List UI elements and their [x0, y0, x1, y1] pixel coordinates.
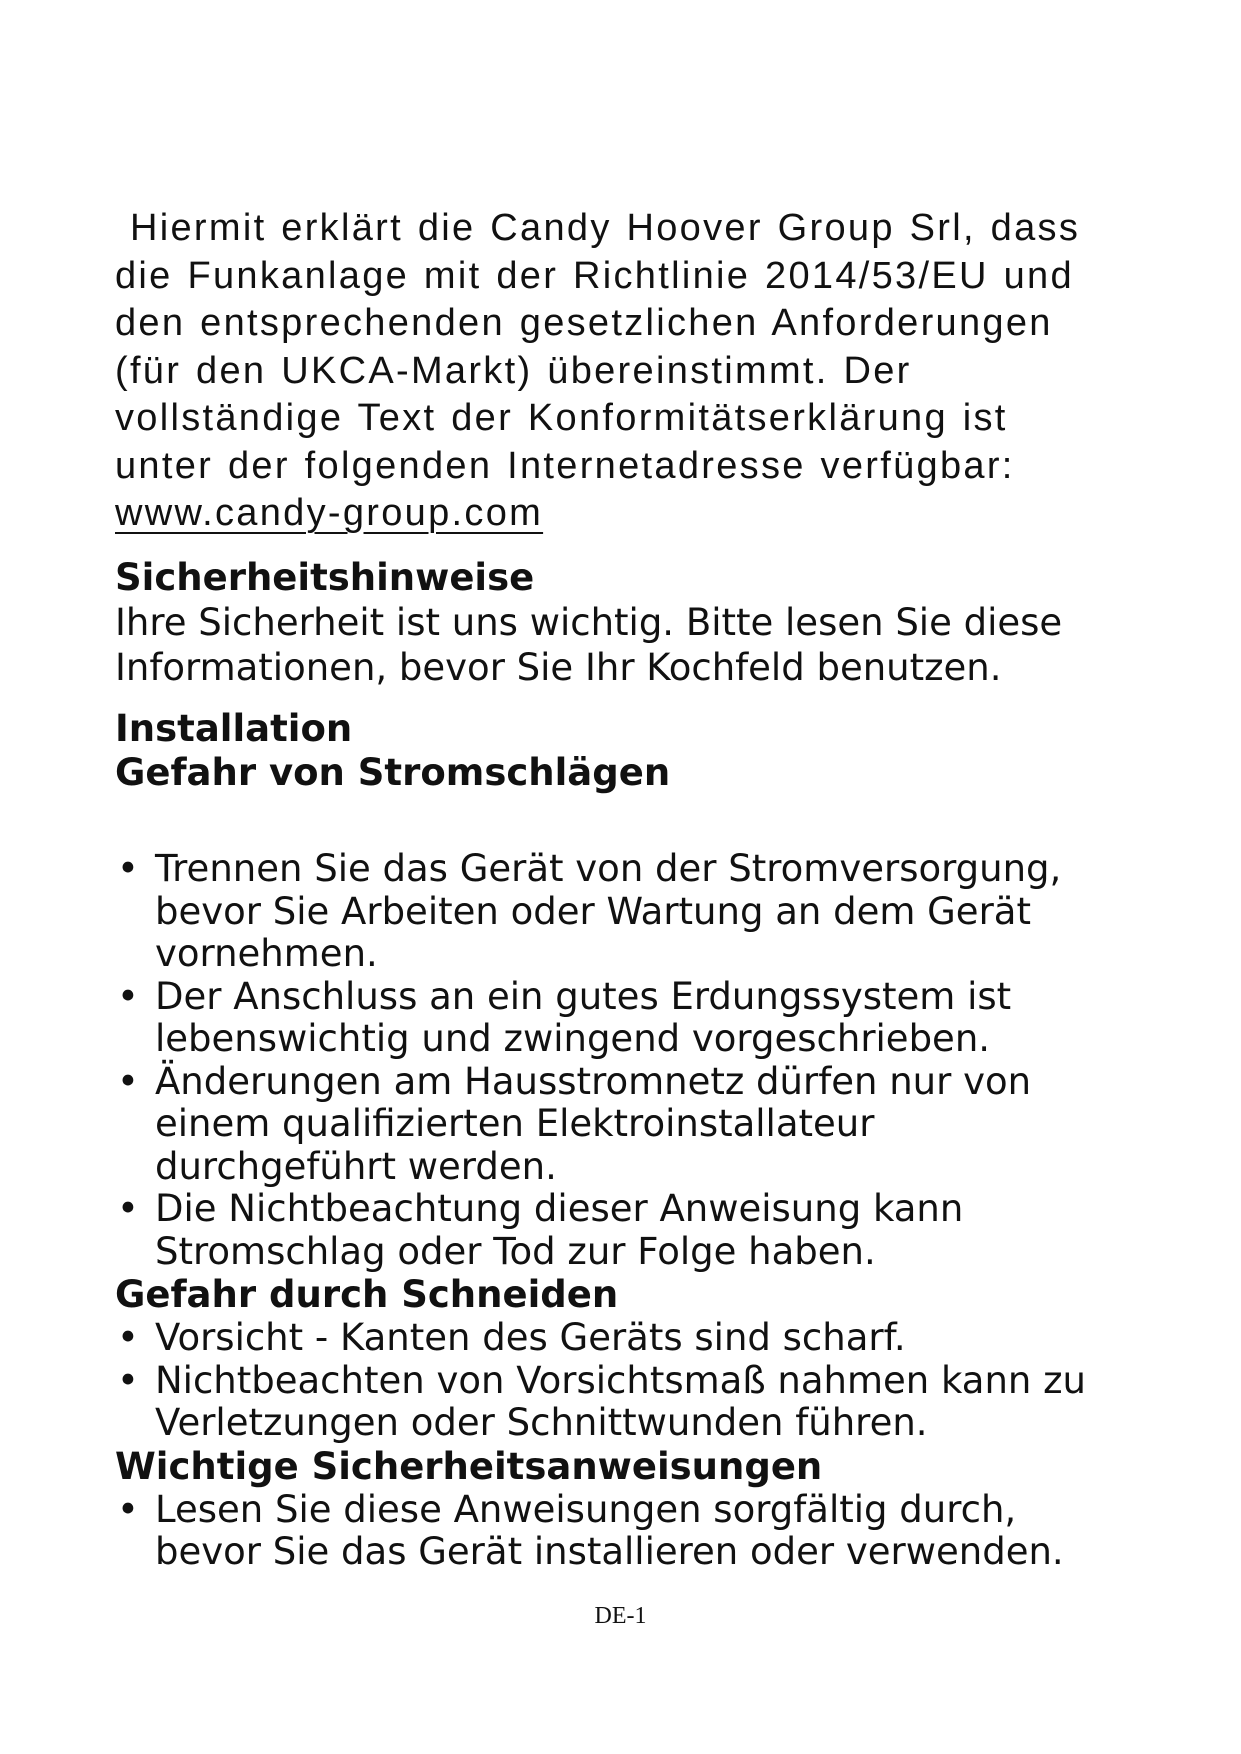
bullet-line: Verletzungen oder Schnittwunden führen. — [155, 1401, 928, 1444]
bullet-line: Stromschlag oder Tod zur Folge haben. — [155, 1229, 876, 1273]
bullet-item — [115, 1317, 1195, 1360]
declaration-line: (für den UKCA-Markt) übereinstimmt. Der — [115, 349, 912, 392]
bullet-line: bevor Sie das Gerät installieren oder verwenden. — [155, 1530, 1064, 1573]
important-safety-heading: Wichtige Sicherheitsanweisungen — [115, 1444, 823, 1488]
page-number: DE-1 — [594, 1603, 647, 1629]
bullet-line: • Der Anschluss an ein gutes Erdungssystem ist — [155, 974, 1012, 1018]
bullet-line: bevor Sie Arbeiten oder Wartung an dem Gerät — [155, 889, 1031, 933]
declaration-line: die Funkanlage mit der Richtlinie 2014/53/EU und — [115, 254, 1074, 297]
installation-section — [115, 707, 1195, 795]
bullet-line: • Trennen Sie das Gerät von der Stromversorgung, — [155, 847, 1062, 890]
safety-heading: Sicherheitshinweise — [115, 556, 535, 599]
bullet-line: durchgeführt werden. — [155, 1144, 557, 1188]
bullet-line: lebenswichtig und zwingend vorgeschrieben. — [155, 1017, 991, 1060]
bullet-line: • Lesen Sie diese Anweisungen sorgfältig durch, — [155, 1487, 1017, 1531]
bullet-line: • Vorsicht - Kanten des Geräts sind scharf. — [155, 1316, 906, 1359]
bullet-item — [115, 1188, 1195, 1273]
electric-shock-list — [115, 848, 1195, 1574]
electric-shock-heading: Gefahr von Stromschlägen — [115, 751, 671, 794]
candy-group-link[interactable]: www.candy-group.com — [115, 492, 544, 534]
declaration-line: vollständige Text der Konformitätserklärung ist — [115, 397, 1008, 439]
bullet-item — [115, 1360, 1195, 1445]
declaration-line: unter der folgenden Internetadresse verfügbar: — [115, 444, 1015, 487]
safety-section — [115, 556, 1195, 690]
bullet-line: • Die Nichtbeachtung dieser Anweisung kann — [155, 1187, 964, 1230]
bullet-line: vornehmen. — [155, 932, 378, 975]
bullet-line: • Nichtbeachten von Vorsichtsmaß nahmen kann zu — [155, 1358, 1086, 1402]
bullet-item — [115, 976, 1195, 1061]
declaration-line: den entsprechenden gesetzlichen Anforderungen — [115, 302, 1053, 344]
safety-intro-line: Ihre Sicherheit ist uns wichtig. Bitte lesen Sie diese — [115, 601, 1063, 644]
installation-heading: Installation — [115, 707, 353, 750]
safety-intro-line: Informationen, bevor Sie Ihr Kochfeld benutzen. — [115, 646, 1002, 689]
bullet-item — [115, 1489, 1195, 1574]
bullet-line: einem qualifizierten Elektroinstallateur — [155, 1102, 875, 1145]
bullet-item — [115, 1061, 1195, 1189]
bullet-item — [115, 848, 1195, 976]
cutting-heading: Gefahr durch Schneiden — [115, 1273, 619, 1316]
bullet-line: • Änderungen am Hausstromnetz dürfen nur von — [155, 1059, 1032, 1103]
conformity-declaration — [115, 205, 1115, 538]
declaration-line: Hiermit erklärt die Candy Hoover Group Srl, dass — [130, 207, 1081, 249]
